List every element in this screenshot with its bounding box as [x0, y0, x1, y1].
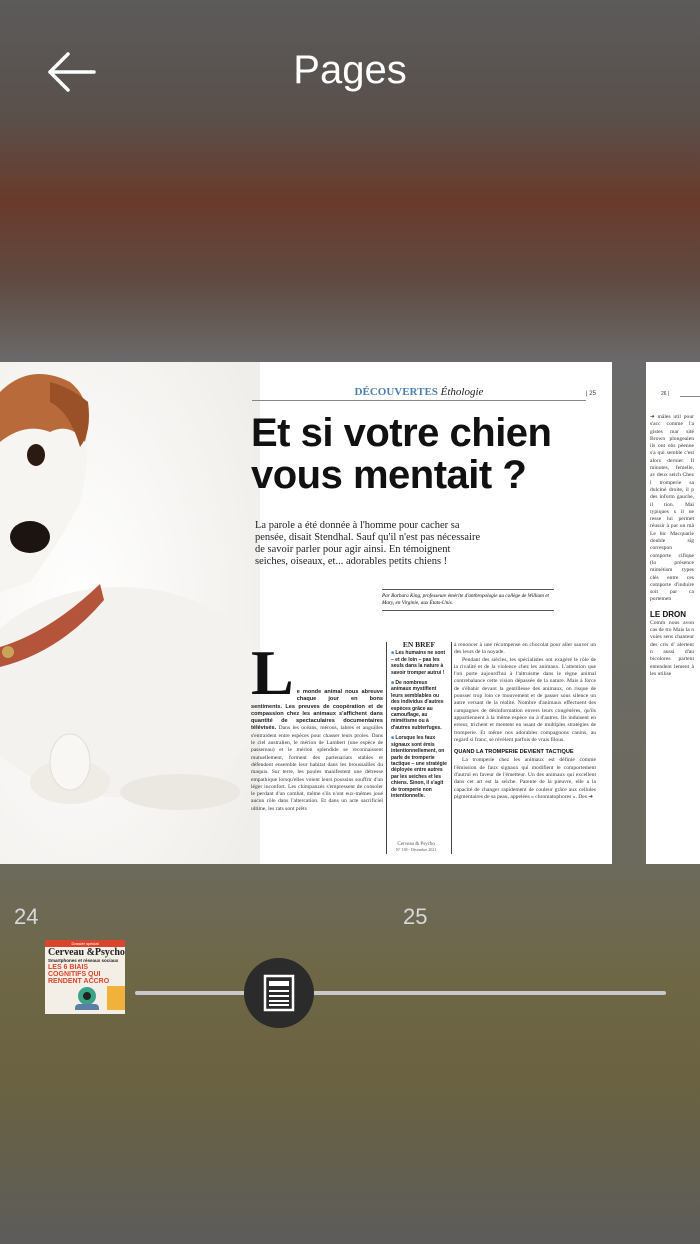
- article-standfirst: La parole a été donnée à l'homme pour cacher sa pensée, disait Stendhal. Sauf qu'il n'est pas nécessaire de savoir parler pour agir ainsi. En témoignent seiches, oiseaux, et... adorables petits chiens !: [255, 520, 481, 567]
- article-column-3: [454, 642, 596, 801]
- cover-illustration: [45, 986, 125, 1010]
- top-bar: [0, 0, 700, 140]
- page-label-right: 25: [403, 904, 428, 929]
- article-paragraph: Pendant des siècles, les spécialistes ont exagéré le rôle de la rivalité et de la violence chez les animaux. L'attention que l'on porte aujourd'hui à l'altruisme dans le règne animal contrebalance cette vision dépassée de la nature. Mais à force de s'ébahir devant la gentillesse des animaux, on risque de pousser trop loin ce mouvement et de passer sous silence un autre versant de la réalité. Nombre d'animaux effectuent des campagnes de désinformation envers leurs congénères, qu'ils appartiennent à la même espèce ou à d'autres. Ils induisent en erreur, trichent et mentent en usant de multiples stratégies de tromperie. Et même nos adorables compagnons canins, au regard si franc, se révèlent parfois de vrais filous.: [454, 656, 596, 743]
- article-byline: Par Barbara King, professeure émérite d'anthropologie au collège de William et Mary, en Virginie, aux États-Unis.: [382, 589, 554, 611]
- en-bref-item: ■ Les humains ne sont – et de loin – pas les seuls dans la nature à savoir tromper autrui !: [391, 650, 447, 676]
- headline-line-2: vous mentait ?: [251, 453, 527, 497]
- dog-photo: [0, 362, 260, 864]
- article-column: [650, 414, 700, 678]
- en-bref-item: ■ De nombreux animaux mystifient leurs semblables ou des individus d'autres espèces grâce au camouflage, au mimétisme ou à d'autres subterfuges.: [391, 680, 447, 731]
- article-body: Comm nous avon cas de tro Mais la n voies sens chanteur des cris d' alertent n aussi d'au bicolores partent entendent lement à les utilise: [650, 619, 694, 677]
- cover-thumbnail[interactable]: [45, 940, 125, 1014]
- footer-logo: Cerveau & Psycho: [397, 842, 435, 847]
- page-title: Pages: [293, 48, 407, 92]
- cover-headline: LES 6 BIAIS COGNITIFS QUI RENDENT ACCRO: [48, 964, 110, 985]
- en-bref-item: ■ Lorsque les faux signaux sont émis intentionnellement, on parle de tromperie tactique – une stratégie déployée entre autres par les seiches et les chiens. Sinon, il s'agit de tromperie non intentionnelle.: [391, 735, 447, 799]
- page-label-left: 24: [14, 904, 39, 929]
- article-body: Dans les océans, mérous, labres et anguilles s'entraident entre espèces pour chasser leurs proies. Dans le ciel australien, le mérion de Lambert (une espèce de passereau) et le mérion splendide se reconnaissent mutuellement, forment des partenariats stables et défendent ensemble leur habitat dans les broussailles du maquis. Sur terre, les poules manifestent une détresse empathique lorsqu'elles voient leurs poussins souffrir d'un léger inconfort. Les chimpanzés s'empressent de consoler le perdant d'un combat, même s'ils n'ont eux-mêmes joué aucun rôle dans l'altercation. Et dans un acte sacrificiel ultime, les rats sont prêts: [251, 725, 383, 812]
- article-headline: [251, 412, 551, 496]
- cover-subtitle: Smartphones et réseaux sociaux: [48, 958, 119, 963]
- magazine-footer: [396, 842, 436, 852]
- page-number: 26 |: [661, 391, 670, 397]
- article-column-1: [251, 637, 383, 813]
- footer-issue: N° 138 - Décembre 2021: [396, 847, 437, 852]
- article-paragraph: La tromperie chez les animaux est définie comme l'émission de faux signaux qui modifient le comportement d'autrui en faveur de l'émetteur. Un des animaux qui excellent dans cet art est la seiche. Parente de la pieuvre, elle a la capacité de changer rapidement de couleur grâce aux cellules pigmentaires de sa peau, appelées « chromatophores ». Des ➔: [454, 757, 596, 800]
- article-subheading: LE DRON: [650, 609, 686, 619]
- page-slider-handle[interactable]: [244, 958, 314, 1028]
- article-body: ➔ mâles util pour s'acc comme l'a gistes mar sité Brown plongeaien ils ont obs pèenne s'a qui semble c'est alors dernier. Il minutes, femelle, av deux seich Chez l tromperie sa dulciné droite, il p des inform gauche, il tion. Mai typiques s il ne resse lui permet réussir à par un mâ Le bic Macquarie double sig correspon comporte cifique (lo présence mimétism types clés entre ces comporte d'induire soit par ca portemen: [650, 414, 694, 603]
- page-slider-track[interactable]: [135, 991, 666, 995]
- cover-logo: Cerveau &Psycho: [48, 947, 125, 958]
- section-rubric: [252, 386, 586, 401]
- page-26[interactable]: [646, 362, 700, 864]
- page-number: | 25: [586, 391, 596, 397]
- article-lead: e monde animal nous abreuve chaque jour en bons sentiments. Les preuves de coopération et de compassion chez les animaux s'affichent dans quantité de spectaculaires documentaires télévisés.: [251, 689, 383, 732]
- section-topic: Éthologie: [440, 386, 484, 398]
- divider: [680, 396, 700, 397]
- article-subheading: QUAND LA TROMPERIE DEVIENT TACTIQUE: [454, 749, 574, 756]
- drop-cap: L: [251, 637, 294, 708]
- page-25[interactable]: [0, 362, 612, 864]
- article-paragraph: à renoncer à une récompense en chocolat pour aller sauver un des leurs de la noyade.: [454, 642, 596, 656]
- cover-banner: Dossier spécial: [45, 940, 125, 947]
- en-bref-title: EN BREF: [402, 640, 436, 649]
- page-icon: [244, 958, 314, 1028]
- en-bref-box: [386, 642, 452, 854]
- section-name: DÉCOUVERTES: [354, 386, 438, 398]
- headline-line-1: Et si votre chien: [251, 411, 552, 455]
